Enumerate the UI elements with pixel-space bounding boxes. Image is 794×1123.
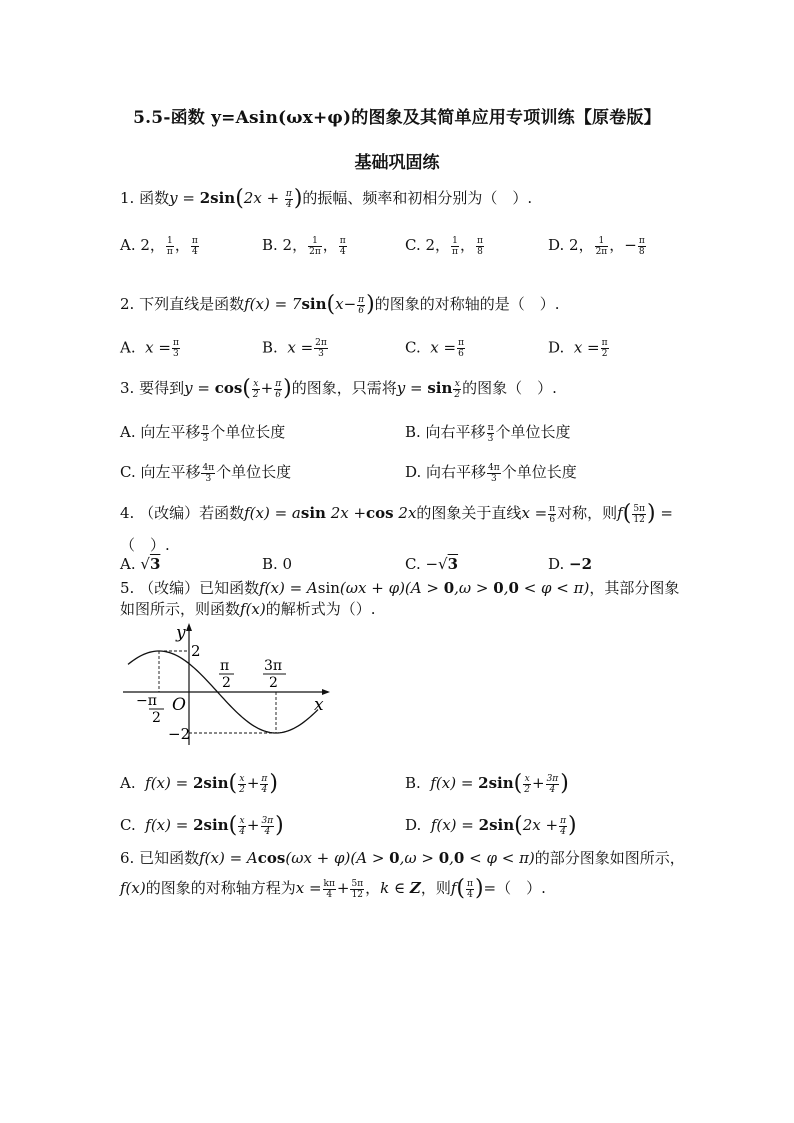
question-6: 6. 已知函数f(x) = Acos(ωx + φ)(A > 0,ω > 0,0 < φ < π)的部分图象如图所示， bbox=[120, 849, 685, 867]
question-5: 5. （改编）已知函数f(x) = Asin(ωx + φ)(A > 0,ω > 0,0 < φ < π)，其部分图象 bbox=[120, 579, 680, 597]
q1-text-a: 函数 bbox=[139, 189, 170, 207]
question-3: 3. 要得到y = cos( $\frac{x}{2}$ + $\frac{\pi}{6}$ )的图象，只需将y = sin $\frac{x}{2}$ 的图象（ ）. bbox=[120, 376, 557, 401]
question-1 bbox=[120, 187, 532, 210]
svg-text:π: π bbox=[220, 658, 230, 674]
question-4: 4. （改编）若函数f(x) = asin 2x +cos 2x的图象关于直线x = $\frac{\pi}{6}$ 对称，则f( $\frac{5\pi}{12}$ ) = bbox=[120, 501, 673, 526]
q4-option-c[interactable]: C. −√3 bbox=[405, 555, 459, 573]
q3-option-d[interactable]: D. 向右平移 $\frac{4\pi}{3}$ 个单位长度 bbox=[405, 462, 577, 484]
y-max-label: 2 bbox=[191, 642, 201, 660]
svg-text:2: 2 bbox=[152, 710, 161, 726]
section-title: 基础巩固练 bbox=[354, 153, 440, 173]
q3-option-c[interactable]: C. 向左平移 $\frac{4\pi}{3}$ 个单位长度 bbox=[120, 462, 292, 484]
question-5-line-2: 如图所示，则函数f(x)的解析式为（）. bbox=[120, 600, 376, 618]
q5-option-d[interactable]: D. f(x) = 2sin(2x + $\frac{\pi}{4}$ ) bbox=[405, 813, 577, 838]
q5-option-b[interactable]: B. f(x) = 2sin( $\frac{x}{2}$ + $\frac{3\pi}{4}$ ) bbox=[405, 771, 569, 796]
sine-graph bbox=[118, 620, 338, 750]
q4-blank: （ ）. bbox=[120, 536, 170, 554]
q3-option-a[interactable]: A. 向左平移 $\frac{\pi}{3}$ 个单位长度 bbox=[120, 422, 286, 444]
page-title: 5.5-函数 y=Asin(ωx+φ)的图象及其简单应用专项训练【原卷版】 bbox=[133, 108, 661, 128]
q1-option-c[interactable]: C. 2， $\frac{1}{\pi}$ ， $\frac{\pi}{8}$ bbox=[405, 235, 483, 257]
q2-option-b[interactable]: B. x = $\frac{2\pi}{3}$ bbox=[262, 338, 327, 359]
q3-option-b[interactable]: B. 向右平移 $\frac{\pi}{3}$ 个单位长度 bbox=[405, 422, 571, 444]
x-axis-label: x bbox=[314, 695, 324, 715]
q2-formula: f(x) = 7sin(x− $\frac{\pi}{6}$ ) bbox=[244, 292, 375, 317]
q1-num: 1. bbox=[120, 189, 135, 207]
q4-option-a[interactable]: A. √3 bbox=[120, 555, 161, 573]
question-6-line-2: f(x)的图象的对称轴方程为x = $\frac{k\pi}{4}$ + $\frac{5\pi}{12}$ ，k ∈ Z，则f( $\frac{\pi}{4}$ )=（ ）. bbox=[120, 876, 546, 901]
q2-option-d[interactable]: D. x = $\frac{\pi}{2}$ bbox=[548, 338, 608, 359]
question-2: 2. 下列直线是函数f(x) = 7sin(x− $\frac{\pi}{6}$ )的图象的对称轴的是（ ）. bbox=[120, 292, 560, 317]
svg-text:2: 2 bbox=[222, 675, 231, 691]
q4-option-d[interactable]: D. −2 bbox=[548, 555, 593, 573]
svg-text:−π: −π bbox=[136, 693, 157, 709]
svg-text:3π: 3π bbox=[264, 658, 283, 674]
q1-option-b[interactable]: B. 2， $\frac{1}{2\pi}$ ， $\frac{\pi}{4}$ bbox=[262, 235, 346, 257]
q1-formula: y = 2sin(2x + $\frac{\pi}{4}$ ) bbox=[169, 186, 303, 211]
y-axis-label: y bbox=[176, 623, 186, 643]
q2-option-a[interactable]: A. x = $\frac{\pi}{3}$ bbox=[120, 338, 179, 359]
q1-option-a[interactable]: A. 2， $\frac{1}{\pi}$ ， $\frac{\pi}{4}$ bbox=[120, 235, 198, 257]
svg-text:2: 2 bbox=[269, 675, 278, 691]
q1-option-d[interactable]: D. 2， $\frac{1}{2\pi}$ ，− $\frac{\pi}{8}$ bbox=[548, 235, 645, 257]
y-min-label: −2 bbox=[168, 725, 191, 743]
q2-option-c[interactable]: C. x = $\frac{\pi}{6}$ bbox=[405, 338, 464, 359]
q5-option-a[interactable]: A. f(x) = 2sin( $\frac{x}{2}$ + $\frac{\pi}{4}$ ) bbox=[120, 771, 278, 796]
q5-option-c[interactable]: C. f(x) = 2sin( $\frac{x}{4}$ + $\frac{3\pi}{4}$ ) bbox=[120, 813, 284, 838]
q4-option-b[interactable]: B. 0 bbox=[262, 555, 293, 573]
q1-text-b: 的振幅、频率和初相分别为（ ）. bbox=[302, 189, 533, 207]
origin-label: O bbox=[172, 695, 186, 715]
